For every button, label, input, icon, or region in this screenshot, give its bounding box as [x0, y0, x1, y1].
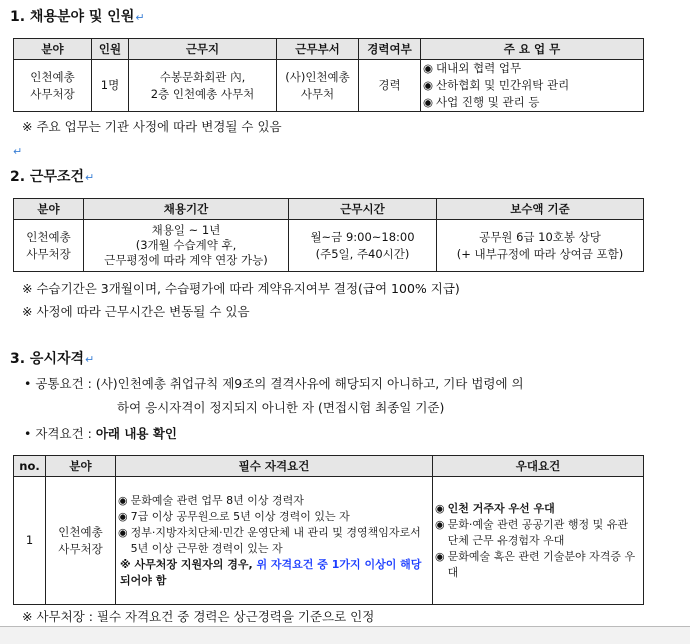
col-duties: 주 요 업 무	[421, 39, 644, 60]
cell-field: 인천예총 사무처장	[46, 477, 116, 605]
cell-preferred	[433, 477, 644, 605]
qualification-line: • 자격요건 : 아래 내용 확인	[24, 426, 177, 441]
col-preferred: 우대요건	[433, 456, 644, 477]
cell-period: 채용일 ~ 1년 (3개월 수습계약 후, 근무평정에 따라 계약 연장 가능)	[84, 220, 289, 272]
cell-place: 수봉문화회관 內, 2층 인천예총 사무처	[129, 60, 277, 112]
conditions-table	[13, 198, 644, 272]
req-item: ◉ 정부·지방자치단체·민간 운영단체 내 관리 및 경영책임자로서 5년 이상 근무한 경력이 있는 자	[118, 525, 421, 555]
section1-title: 1. 채용분야 및 인원↵	[10, 9, 145, 25]
s1-note: ※ 주요 업무는 기관 사정에 따라 변경될 수 있음	[22, 119, 282, 134]
col-pay: 보수액 기준	[437, 199, 644, 220]
duty-item: ◉ 산하협회 및 민간위탁 관리	[423, 78, 570, 92]
req-item: ◉ 7급 이상 공무원으로 5년 이상 경력이 있는 자	[118, 509, 350, 523]
duty-item: ◉ 대내외 협력 업무	[423, 61, 522, 75]
paragraph-mark-icon: ↵	[13, 145, 23, 158]
col-hours: 근무시간	[289, 199, 437, 220]
pref-item: ◉ 인천 거주자 우선 우대	[435, 501, 555, 515]
col-dept: 근무부서	[277, 39, 359, 60]
req-item: ◉ 문화예술 관련 업무 8년 이상 경력자	[118, 493, 304, 507]
col-required: 필수 자격요건	[116, 456, 433, 477]
s3-note: ※ 사무처장 : 필수 자격요건 중 경력은 상근경력을 기준으로 인정	[22, 609, 375, 624]
pref-item: ◉ 문화예술 혹은 관련 기술분야 자격증 우대	[435, 549, 636, 579]
pref-item: ◉ 문화·예술 관련 공공기관 행정 및 유관 단체 근무 유경험자 우대	[435, 517, 628, 547]
cell-required	[116, 477, 433, 605]
req-note: ※ 사무처장 지원자의 경우, 위 자격요건 중 1가지 이상이 해당되어야 함	[120, 557, 422, 587]
section2-title: 2. 근무조건↵	[10, 169, 95, 185]
section3-title: 3. 응시자격↵	[10, 351, 95, 367]
s2-note-2: ※ 사정에 따라 근무시간은 변동될 수 있음	[22, 304, 250, 319]
col-no: no.	[14, 456, 46, 477]
col-field: 분야	[46, 456, 116, 477]
cell-field: 인천예총 사무처장	[14, 220, 84, 272]
common-requirement: • 공통요건 : (사)인천예총 취업규칙 제9조의 결격사유에 해당되지 아니하고, 기타 법령에 의	[24, 376, 524, 391]
cell-duties	[421, 60, 644, 112]
cell-no: 1	[14, 477, 46, 605]
col-place: 근무지	[129, 39, 277, 60]
cell-career: 경력	[359, 60, 421, 112]
col-field: 분야	[14, 199, 84, 220]
qualification-table	[13, 455, 644, 605]
cell-field: 인천예총 사무처장	[14, 60, 92, 112]
col-period: 채용기간	[84, 199, 289, 220]
cell-hours: 월~금 9:00~18:00 (주5일, 주40시간)	[289, 220, 437, 272]
recruit-table	[13, 38, 644, 112]
s2-note-1: ※ 수습기간은 3개월이며, 수습평가에 따라 계약유지여부 결정(급여 100% 지급)	[22, 281, 460, 296]
common-requirement-cont: 하여 응시자격이 정지되지 아니한 자 (면접시험 최종일 기준)	[117, 400, 445, 415]
col-career: 경력여부	[359, 39, 421, 60]
col-count: 인원	[92, 39, 129, 60]
cell-count: 1명	[92, 60, 129, 112]
cell-pay: 공무원 6급 10호봉 상당 (+ 내부규정에 따라 상여금 포함)	[437, 220, 644, 272]
col-field: 분야	[14, 39, 92, 60]
cell-dept: (사)인천예총 사무처	[277, 60, 359, 112]
duty-item: ◉ 사업 진행 및 관리 등	[423, 95, 540, 109]
status-bar	[0, 626, 690, 644]
